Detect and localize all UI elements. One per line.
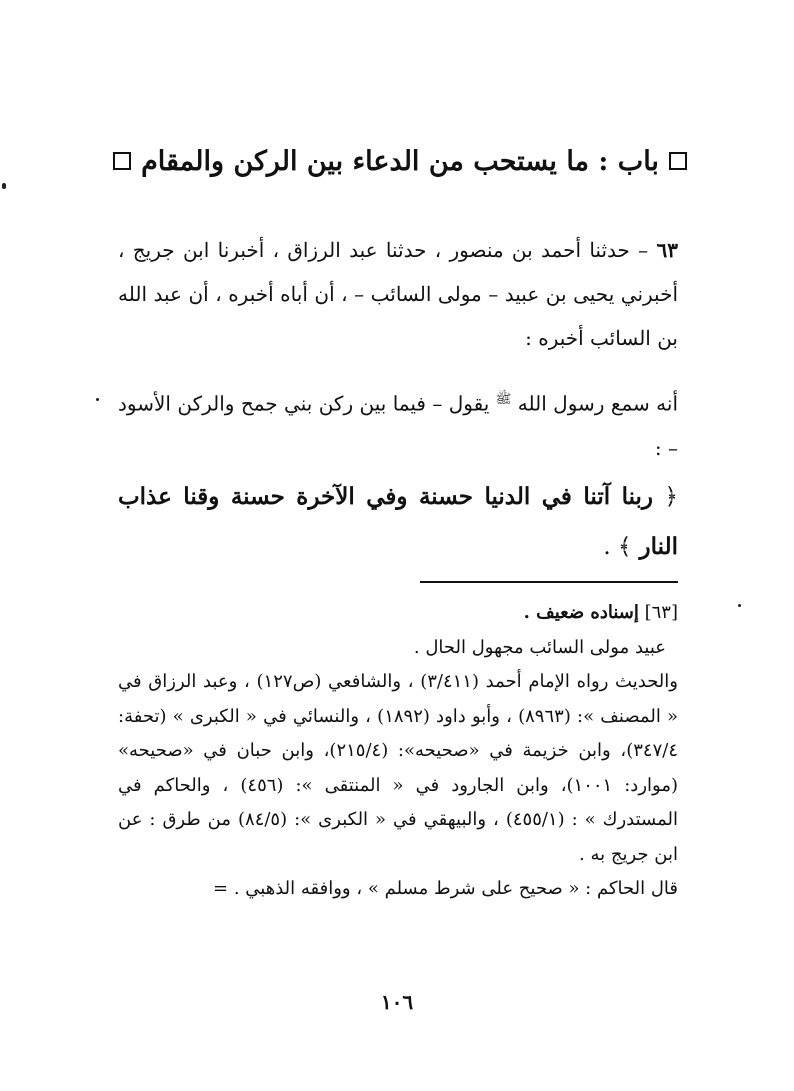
footnote-heading: إسناده ضعيف . — [523, 602, 639, 623]
scan-speck — [96, 398, 99, 401]
page-number: ١٠٦ — [380, 990, 414, 1014]
chapter-title-text: باب : ما يستحب من الدعاء بين الركن والمقام — [141, 145, 659, 177]
quran-bracket-open: ﴿ — [664, 484, 678, 510]
hadith-isnad — [118, 228, 678, 360]
dua-end-punctuation: . — [603, 534, 619, 560]
footnote-line-1: عبيد مولى السائب مجهول الحال . — [413, 636, 666, 658]
quran-bracket-close: ﴾ — [618, 534, 632, 560]
title-square-ornament-right — [669, 152, 687, 170]
chapter-title — [110, 138, 690, 184]
footnote-line-3: قال الحاكم : « صحيح على شرط مسلم » ، ووافقه الذهبي . = — [213, 878, 678, 899]
salawat-ligature-icon: ﷺ — [495, 392, 512, 407]
footnote-heading-line — [118, 596, 678, 631]
hadith-number: ٦٣ — [656, 238, 678, 262]
scan-speck — [738, 604, 741, 607]
scan-speck — [2, 183, 6, 189]
footnote-ref: [٦٣] — [644, 602, 678, 623]
matn-after-text: يقول – فيما بين ركن بني جمح والركن الأسود – : — [118, 391, 678, 460]
dua-text: ربنا آتنا في الدنيا حسنة وفي الآخرة حسنة وقنا عذاب النار — [118, 483, 678, 560]
isnad-text: – حدثنا أحمد بن منصور ، حدثنا عبد الرزاق ، أخبرنا ابن جريج ، أخبرني يحيى بن عبيد – مولى السائب – ، أن أباه أخبره ، أن عبد الله بن السائب أخبره : — [118, 238, 678, 350]
title-square-ornament-left — [113, 152, 131, 170]
footnotes — [118, 596, 678, 907]
matn-before-text: أنه سمع رسول الله — [517, 391, 679, 416]
footnote-line-2: والحديث رواه الإمام أحمد (٣/٤١١) ، والشافعي (ص١٢٧) ، وعبد الرزاق في « المصنف »: (٨٩٦٣) ، وأبو داود (١٨٩٢) ، والنسائي في « الكبرى » (تحفة: ٣٤٧/٤)، وابن خزيمة في «صحيحه»: (٢١٥/٤)، وابن حبان في «صحيحه» (موارد: ١٠٠١)، وابن الجارود في « المنتقى »: (٤٥٦) ، والحاكم في المستدرك » : (٤٥٥/١) ، والبيهقي في « الكبرى »: (٨٤/٥) من طرق : عن ابن جريج به . — [118, 671, 679, 865]
hadith-dua — [118, 472, 678, 572]
hadith-matn — [118, 378, 678, 470]
footnote-separator-rule — [420, 581, 678, 583]
